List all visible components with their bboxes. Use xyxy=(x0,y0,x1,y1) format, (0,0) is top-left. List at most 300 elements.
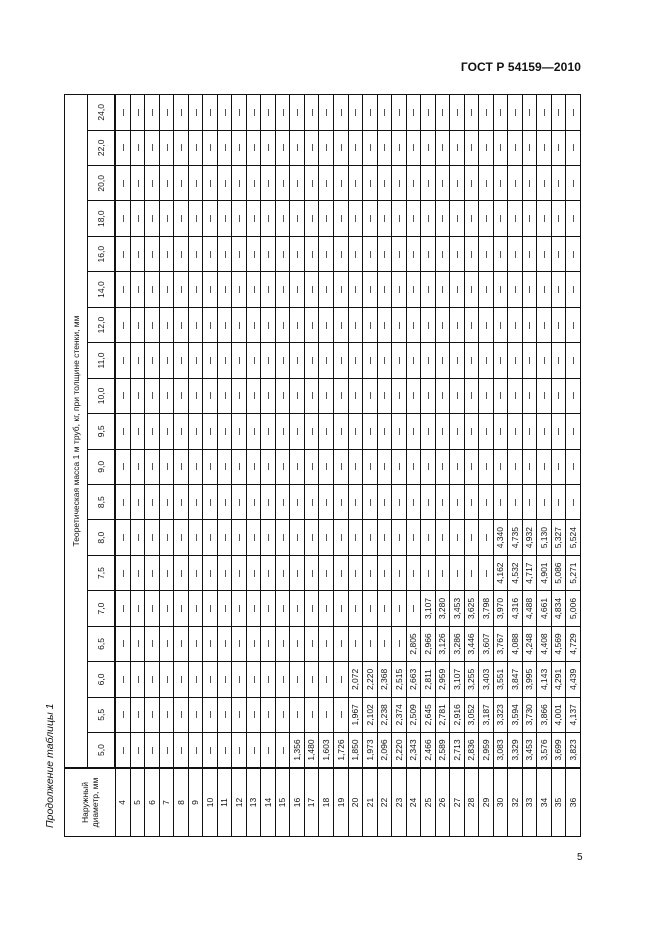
empty-value-cell xyxy=(319,236,334,271)
dash-mark xyxy=(442,322,443,329)
empty-value-cell xyxy=(261,520,276,555)
dash-mark xyxy=(515,180,516,187)
dash-mark xyxy=(268,109,269,116)
empty-value-cell xyxy=(464,166,479,201)
empty-value-cell xyxy=(217,662,232,697)
dash-mark xyxy=(457,109,458,116)
dash-mark xyxy=(167,180,168,187)
dash-mark xyxy=(152,428,153,435)
dash-mark xyxy=(283,392,284,399)
dash-mark xyxy=(399,640,400,647)
mass-value-cell: 3,453 xyxy=(450,591,465,626)
dash-mark xyxy=(254,286,255,293)
empty-value-cell xyxy=(508,343,523,378)
dash-mark xyxy=(573,392,574,399)
empty-value-cell xyxy=(188,414,203,449)
empty-value-cell xyxy=(479,95,494,131)
dash-mark xyxy=(138,640,139,647)
dash-mark xyxy=(341,640,342,647)
dash-mark xyxy=(384,109,385,116)
mass-value-cell: 3,970 xyxy=(493,591,508,626)
dash-mark xyxy=(297,357,298,364)
dash-mark xyxy=(167,640,168,647)
dash-mark xyxy=(297,392,298,399)
empty-value-cell xyxy=(115,343,130,378)
empty-value-cell xyxy=(479,272,494,307)
empty-value-cell xyxy=(392,449,407,484)
dash-mark xyxy=(355,144,356,151)
dash-mark xyxy=(297,180,298,187)
mass-value-cell: 3,083 xyxy=(493,733,508,768)
empty-value-cell xyxy=(537,485,552,520)
empty-value-cell xyxy=(435,166,450,201)
dash-mark xyxy=(181,570,182,577)
dash-mark xyxy=(268,463,269,470)
empty-value-cell xyxy=(246,449,261,484)
dash-mark xyxy=(326,322,327,329)
dash-mark xyxy=(413,499,414,506)
empty-value-cell xyxy=(363,166,378,201)
dash-mark xyxy=(326,215,327,222)
empty-value-cell xyxy=(348,626,363,661)
empty-value-cell xyxy=(319,449,334,484)
empty-value-cell xyxy=(392,378,407,413)
empty-value-cell xyxy=(145,449,160,484)
empty-value-cell xyxy=(261,697,276,732)
table-row xyxy=(464,95,479,837)
empty-value-cell xyxy=(130,130,145,165)
dash-mark xyxy=(138,215,139,222)
mass-value-cell: 3,699 xyxy=(551,733,566,768)
empty-value-cell xyxy=(217,95,232,131)
empty-value-cell xyxy=(508,378,523,413)
dash-mark xyxy=(210,322,211,329)
empty-value-cell xyxy=(275,201,290,236)
dash-mark xyxy=(529,357,530,364)
empty-value-cell xyxy=(145,307,160,342)
mass-value-cell: 3,798 xyxy=(479,591,494,626)
dash-mark xyxy=(558,251,559,258)
empty-value-cell xyxy=(115,520,130,555)
dash-mark xyxy=(152,711,153,718)
dash-mark xyxy=(486,251,487,258)
dash-mark xyxy=(442,392,443,399)
dash-mark xyxy=(181,144,182,151)
dash-mark xyxy=(167,605,168,612)
mass-value-cell: 2,238 xyxy=(377,697,392,732)
empty-value-cell xyxy=(334,662,349,697)
dash-mark xyxy=(399,392,400,399)
table-row xyxy=(348,95,363,837)
empty-value-cell xyxy=(261,555,276,590)
dash-mark xyxy=(196,747,197,754)
mass-value-cell: 4,316 xyxy=(508,591,523,626)
diameter-cell: 10 xyxy=(203,768,218,837)
dash-mark xyxy=(457,428,458,435)
dash-mark xyxy=(254,180,255,187)
dash-mark xyxy=(196,640,197,647)
dash-mark xyxy=(196,215,197,222)
dash-mark xyxy=(544,428,545,435)
table-row xyxy=(508,95,523,837)
empty-value-cell xyxy=(203,343,218,378)
mass-value-cell: 1,480 xyxy=(304,733,319,768)
dash-mark xyxy=(355,286,356,293)
dash-mark xyxy=(210,286,211,293)
empty-value-cell xyxy=(130,414,145,449)
diameter-cell: 16 xyxy=(290,768,305,837)
dash-mark xyxy=(181,711,182,718)
empty-value-cell xyxy=(363,414,378,449)
dash-mark xyxy=(355,392,356,399)
empty-value-cell xyxy=(246,697,261,732)
dash-mark xyxy=(544,322,545,329)
dash-mark xyxy=(355,251,356,258)
empty-value-cell xyxy=(334,378,349,413)
dash-mark xyxy=(167,357,168,364)
empty-value-cell xyxy=(159,555,174,590)
empty-value-cell xyxy=(421,272,436,307)
empty-value-cell xyxy=(261,236,276,271)
empty-value-cell xyxy=(508,449,523,484)
empty-value-cell xyxy=(363,201,378,236)
empty-value-cell xyxy=(130,520,145,555)
mass-value-cell: 4,137 xyxy=(566,697,581,732)
dash-mark xyxy=(326,251,327,258)
dash-mark xyxy=(544,215,545,222)
dash-mark xyxy=(268,357,269,364)
thickness-column-header: 7,0 xyxy=(88,591,116,626)
mass-value-cell: 4,162 xyxy=(493,555,508,590)
empty-value-cell xyxy=(479,130,494,165)
empty-value-cell xyxy=(130,272,145,307)
empty-value-cell xyxy=(232,626,247,661)
empty-value-cell xyxy=(217,733,232,768)
empty-value-cell xyxy=(115,307,130,342)
diameter-cell: 35 xyxy=(551,768,566,837)
empty-value-cell xyxy=(290,201,305,236)
dash-mark xyxy=(239,180,240,187)
diameter-cell: 28 xyxy=(464,768,479,837)
empty-value-cell xyxy=(319,414,334,449)
dash-mark xyxy=(225,747,226,754)
empty-value-cell xyxy=(348,591,363,626)
dash-mark xyxy=(123,144,124,151)
empty-value-cell xyxy=(551,236,566,271)
empty-value-cell xyxy=(493,130,508,165)
dash-mark xyxy=(138,109,139,116)
dash-mark xyxy=(196,109,197,116)
empty-value-cell xyxy=(304,520,319,555)
empty-value-cell xyxy=(145,626,160,661)
empty-value-cell xyxy=(493,307,508,342)
dash-mark xyxy=(457,357,458,364)
empty-value-cell xyxy=(145,378,160,413)
dash-mark xyxy=(181,109,182,116)
empty-value-cell xyxy=(566,307,581,342)
dash-mark xyxy=(312,322,313,329)
empty-value-cell xyxy=(261,166,276,201)
dash-mark xyxy=(370,357,371,364)
diameter-cell: 20 xyxy=(348,768,363,837)
dash-mark xyxy=(283,534,284,541)
empty-value-cell xyxy=(392,591,407,626)
mass-value-cell: 3,126 xyxy=(435,626,450,661)
empty-value-cell xyxy=(217,343,232,378)
dash-mark xyxy=(225,570,226,577)
dash-mark xyxy=(210,144,211,151)
dash-mark xyxy=(138,322,139,329)
dash-mark xyxy=(152,251,153,258)
dash-mark xyxy=(210,570,211,577)
empty-value-cell xyxy=(275,449,290,484)
empty-value-cell xyxy=(145,166,160,201)
dash-mark xyxy=(399,499,400,506)
empty-value-cell xyxy=(174,485,189,520)
empty-value-cell xyxy=(304,272,319,307)
empty-value-cell xyxy=(493,343,508,378)
empty-value-cell xyxy=(232,307,247,342)
empty-value-cell xyxy=(304,591,319,626)
empty-value-cell xyxy=(304,343,319,378)
mass-value-cell: 3,866 xyxy=(537,697,552,732)
dash-mark xyxy=(196,251,197,258)
dash-mark xyxy=(123,392,124,399)
empty-value-cell xyxy=(508,201,523,236)
dash-mark xyxy=(500,215,501,222)
dash-mark xyxy=(558,286,559,293)
dash-mark xyxy=(283,640,284,647)
dash-mark xyxy=(558,322,559,329)
empty-value-cell xyxy=(435,201,450,236)
empty-value-cell xyxy=(188,485,203,520)
dash-mark xyxy=(573,428,574,435)
empty-value-cell xyxy=(203,626,218,661)
dash-mark xyxy=(152,392,153,399)
dash-mark xyxy=(428,463,429,470)
dash-mark xyxy=(384,428,385,435)
dash-mark xyxy=(370,570,371,577)
dash-mark xyxy=(442,215,443,222)
dash-mark xyxy=(326,605,327,612)
dash-mark xyxy=(500,428,501,435)
empty-value-cell xyxy=(450,449,465,484)
empty-value-cell xyxy=(130,236,145,271)
mass-value-cell: 5,524 xyxy=(566,520,581,555)
empty-value-cell xyxy=(203,272,218,307)
diameter-cell: 15 xyxy=(275,768,290,837)
empty-value-cell xyxy=(551,272,566,307)
empty-value-cell xyxy=(232,485,247,520)
mass-value-cell: 3,823 xyxy=(566,733,581,768)
empty-value-cell xyxy=(217,414,232,449)
dash-mark xyxy=(254,428,255,435)
mass-value-cell: 2,836 xyxy=(464,733,479,768)
dash-mark xyxy=(529,109,530,116)
dash-mark xyxy=(326,640,327,647)
empty-value-cell xyxy=(130,697,145,732)
empty-value-cell xyxy=(130,733,145,768)
empty-value-cell xyxy=(348,201,363,236)
empty-value-cell xyxy=(246,272,261,307)
dash-mark xyxy=(181,357,182,364)
empty-value-cell xyxy=(304,626,319,661)
table-row xyxy=(290,95,305,837)
dash-mark xyxy=(138,747,139,754)
empty-value-cell xyxy=(363,626,378,661)
empty-value-cell xyxy=(479,201,494,236)
empty-value-cell xyxy=(377,485,392,520)
diameter-cell: 21 xyxy=(363,768,378,837)
empty-value-cell xyxy=(348,414,363,449)
empty-value-cell xyxy=(130,591,145,626)
empty-value-cell xyxy=(450,485,465,520)
empty-value-cell xyxy=(203,130,218,165)
empty-value-cell xyxy=(464,414,479,449)
empty-value-cell xyxy=(145,414,160,449)
empty-value-cell xyxy=(174,343,189,378)
dash-mark xyxy=(196,711,197,718)
empty-value-cell xyxy=(363,520,378,555)
dash-mark xyxy=(152,144,153,151)
mass-value-cell: 5,130 xyxy=(537,520,552,555)
diameter-cell: 5 xyxy=(130,768,145,837)
empty-value-cell xyxy=(261,201,276,236)
empty-value-cell xyxy=(363,449,378,484)
empty-value-cell xyxy=(377,272,392,307)
empty-value-cell xyxy=(363,236,378,271)
dash-mark xyxy=(355,357,356,364)
empty-value-cell xyxy=(464,272,479,307)
empty-value-cell xyxy=(246,95,261,131)
dash-mark xyxy=(181,534,182,541)
diameter-cell: 24 xyxy=(406,768,421,837)
empty-value-cell xyxy=(174,555,189,590)
dash-mark xyxy=(399,570,400,577)
dash-mark xyxy=(225,499,226,506)
empty-value-cell xyxy=(348,555,363,590)
dash-mark xyxy=(297,109,298,116)
empty-value-cell xyxy=(145,555,160,590)
empty-value-cell xyxy=(522,449,537,484)
dash-mark xyxy=(413,605,414,612)
dash-mark xyxy=(138,392,139,399)
dash-mark xyxy=(167,747,168,754)
empty-value-cell xyxy=(188,236,203,271)
empty-value-cell xyxy=(203,449,218,484)
mass-value-cell: 4,735 xyxy=(508,520,523,555)
dash-mark xyxy=(471,251,472,258)
empty-value-cell xyxy=(537,236,552,271)
dash-mark xyxy=(138,286,139,293)
dash-mark xyxy=(384,357,385,364)
dash-mark xyxy=(283,180,284,187)
empty-value-cell xyxy=(304,378,319,413)
dash-mark xyxy=(254,534,255,541)
empty-value-cell xyxy=(217,201,232,236)
empty-value-cell xyxy=(130,95,145,131)
dash-mark xyxy=(167,286,168,293)
dash-mark xyxy=(442,180,443,187)
dash-mark xyxy=(123,499,124,506)
dash-mark xyxy=(254,144,255,151)
dash-mark xyxy=(573,109,574,116)
empty-value-cell xyxy=(464,520,479,555)
empty-value-cell xyxy=(145,733,160,768)
dash-mark xyxy=(167,428,168,435)
empty-value-cell xyxy=(363,591,378,626)
empty-value-cell xyxy=(377,414,392,449)
dash-mark xyxy=(283,286,284,293)
empty-value-cell xyxy=(450,307,465,342)
empty-value-cell xyxy=(188,130,203,165)
empty-value-cell xyxy=(188,201,203,236)
empty-value-cell xyxy=(174,733,189,768)
empty-value-cell xyxy=(363,272,378,307)
mass-value-cell: 3,453 xyxy=(522,733,537,768)
dash-mark xyxy=(471,428,472,435)
empty-value-cell xyxy=(450,272,465,307)
empty-value-cell xyxy=(217,520,232,555)
empty-value-cell xyxy=(479,449,494,484)
empty-value-cell xyxy=(115,626,130,661)
empty-value-cell xyxy=(377,520,392,555)
mass-value-cell: 4,932 xyxy=(522,520,537,555)
table-row xyxy=(188,95,203,837)
empty-value-cell xyxy=(115,378,130,413)
empty-value-cell xyxy=(275,520,290,555)
dash-mark xyxy=(138,180,139,187)
empty-value-cell xyxy=(450,520,465,555)
dash-mark xyxy=(428,570,429,577)
dash-mark xyxy=(167,109,168,116)
empty-value-cell xyxy=(508,307,523,342)
empty-value-cell xyxy=(392,130,407,165)
empty-value-cell xyxy=(275,236,290,271)
empty-value-cell xyxy=(319,591,334,626)
dash-mark xyxy=(471,215,472,222)
dash-mark xyxy=(573,357,574,364)
dash-mark xyxy=(268,251,269,258)
empty-value-cell xyxy=(203,166,218,201)
empty-value-cell xyxy=(188,307,203,342)
empty-value-cell xyxy=(145,201,160,236)
dash-mark xyxy=(341,570,342,577)
dash-mark xyxy=(123,534,124,541)
dash-mark xyxy=(370,463,371,470)
empty-value-cell xyxy=(363,307,378,342)
empty-value-cell xyxy=(188,697,203,732)
dash-mark xyxy=(471,109,472,116)
dash-mark xyxy=(152,499,153,506)
empty-value-cell xyxy=(406,520,421,555)
dash-mark xyxy=(196,392,197,399)
empty-value-cell xyxy=(464,130,479,165)
dash-mark xyxy=(500,499,501,506)
dash-mark xyxy=(500,144,501,151)
empty-value-cell xyxy=(334,591,349,626)
dash-mark xyxy=(239,286,240,293)
dash-mark xyxy=(210,215,211,222)
empty-value-cell xyxy=(435,307,450,342)
empty-value-cell xyxy=(115,414,130,449)
mass-value-cell: 3,286 xyxy=(450,626,465,661)
table-row xyxy=(377,95,392,837)
empty-value-cell xyxy=(174,591,189,626)
empty-value-cell xyxy=(348,378,363,413)
dash-mark xyxy=(196,463,197,470)
page-number: 5 xyxy=(577,852,583,863)
